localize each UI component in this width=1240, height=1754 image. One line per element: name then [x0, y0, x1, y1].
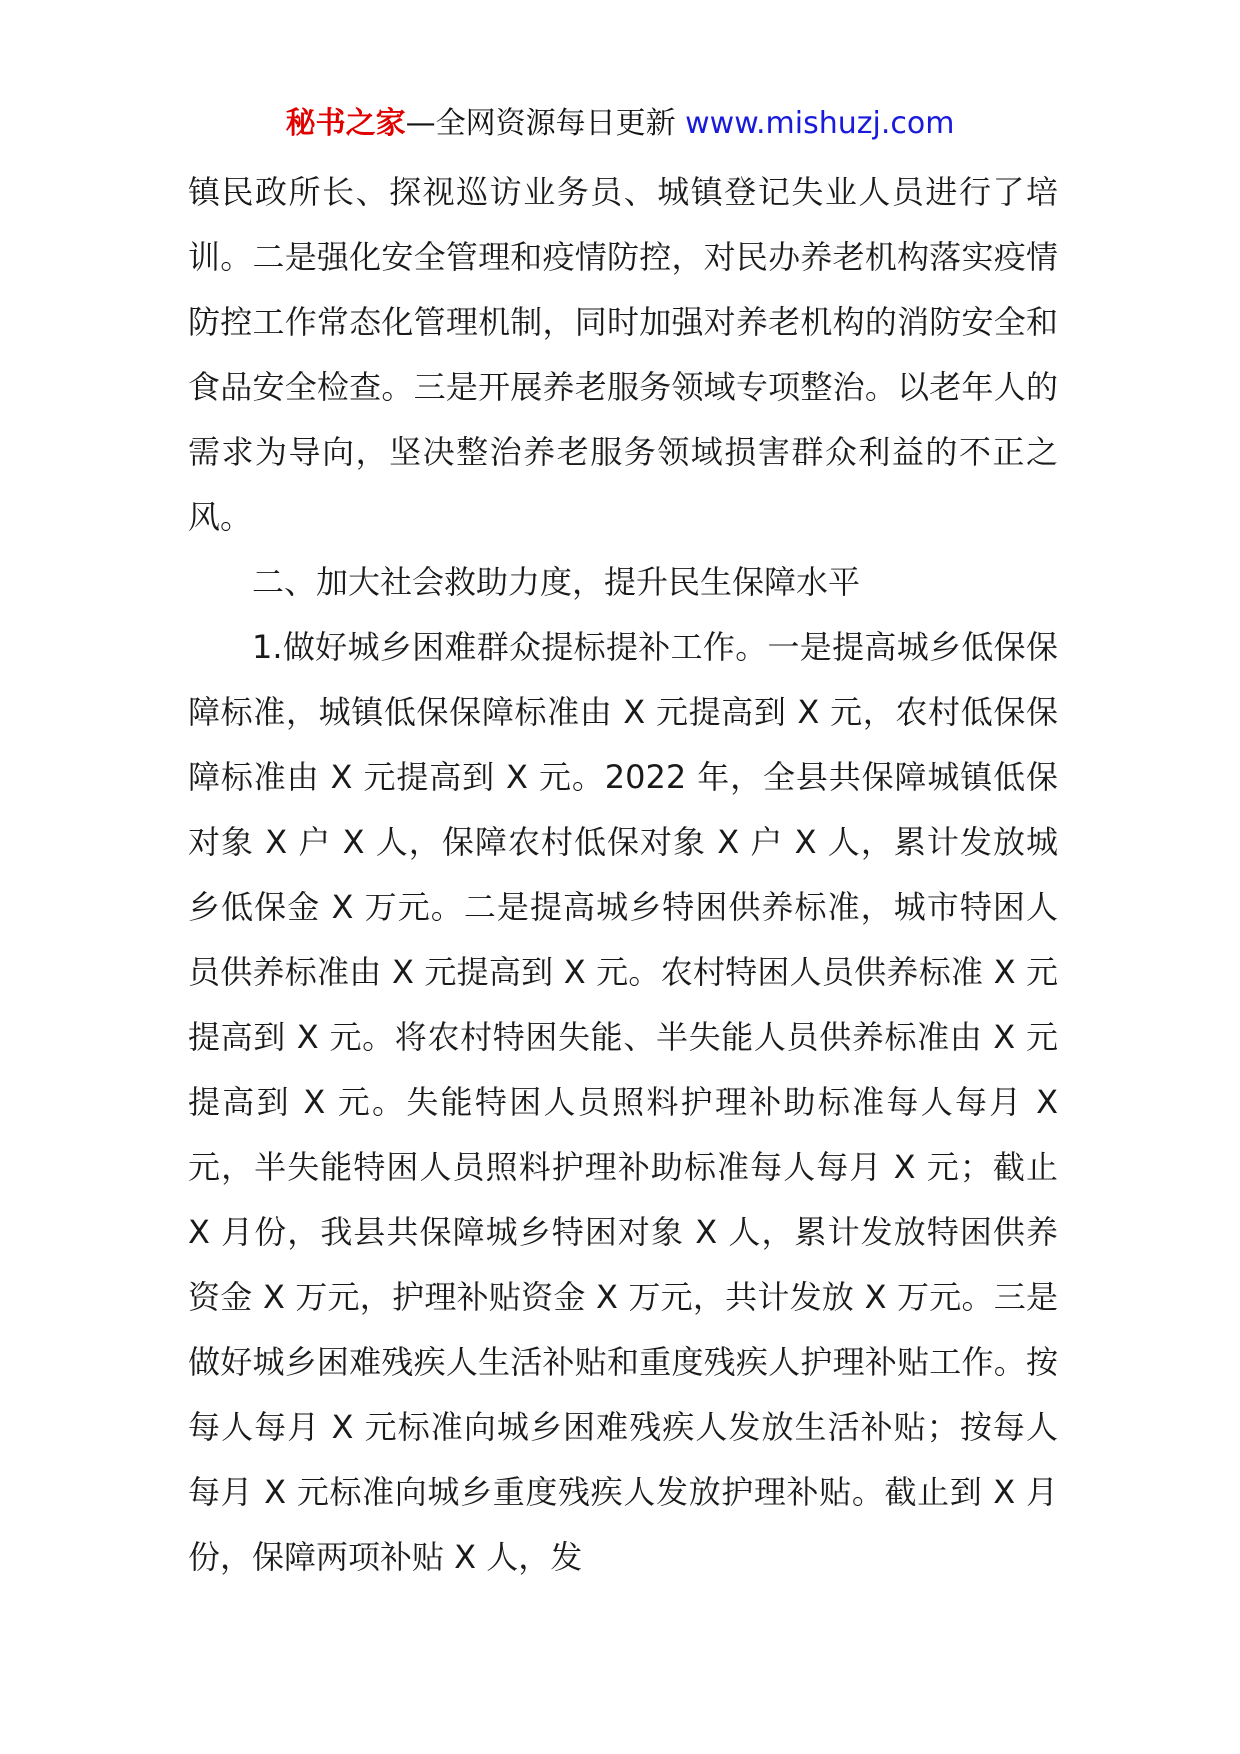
document-body	[188, 160, 1058, 1590]
header-url-link[interactable]: www.mishuzj.com	[685, 106, 955, 141]
section-heading: 二、加大社会救助力度，提升民生保障水平	[252, 563, 861, 601]
header-brand: 秘书之家	[285, 106, 406, 141]
page-header	[0, 100, 1240, 148]
header-tagline: —全网资源每日更新	[405, 106, 686, 141]
paragraph-item-1: 1.做好城乡困难群众提标提补工作。一是提高城乡低保保障标准，城镇低保保障标准由 X 元提高到 X 元，农村低保保障标准由 X 元提高到 X 元。2022 年，全县共保障城镇低保对象 X 户 X 人，保障农村低保对象 X 户 X 人，累计发放城乡低保金 X 万元。二是提高城乡特困供养标准，城市特困人员供养标准由 X 元提高到 X 元。农村特困人员供养标准 X 元提高到 X 元。将农村特困失能、半失能人员供养标准由 X 元提高到 X 元。失能特困人员照料护理补助标准每人每月 X 元，半失能特困人员照料护理补助标准每人每月 X 元；截止 X 月份，我县共保障城乡特困对象 X 人，累计发放特困供养资金 X 万元，护理补贴资金 X 万元，共计发放 X 万元。三是做好城乡困难残疾人生活补贴和重度残疾人护理补贴工作。按每人每月 X 元标准向城乡困难残疾人发放生活补贴；按每人每月 X 元标准向城乡重度残疾人发放护理补贴。截止到 X 月份，保障两项补贴 X 人，发	[188, 628, 1058, 1576]
paragraph-continued: 镇民政所长、探视巡访业务员、城镇登记失业人员进行了培训。二是强化安全管理和疫情防控，对民办养老机构落实疫情防控工作常态化管理机制，同时加强对养老机构的消防安全和食品安全检查。三是开展养老服务领域专项整治。以老年人的需求为导向，坚决整治养老服务领域损害群众利益的不正之风。	[188, 173, 1058, 536]
